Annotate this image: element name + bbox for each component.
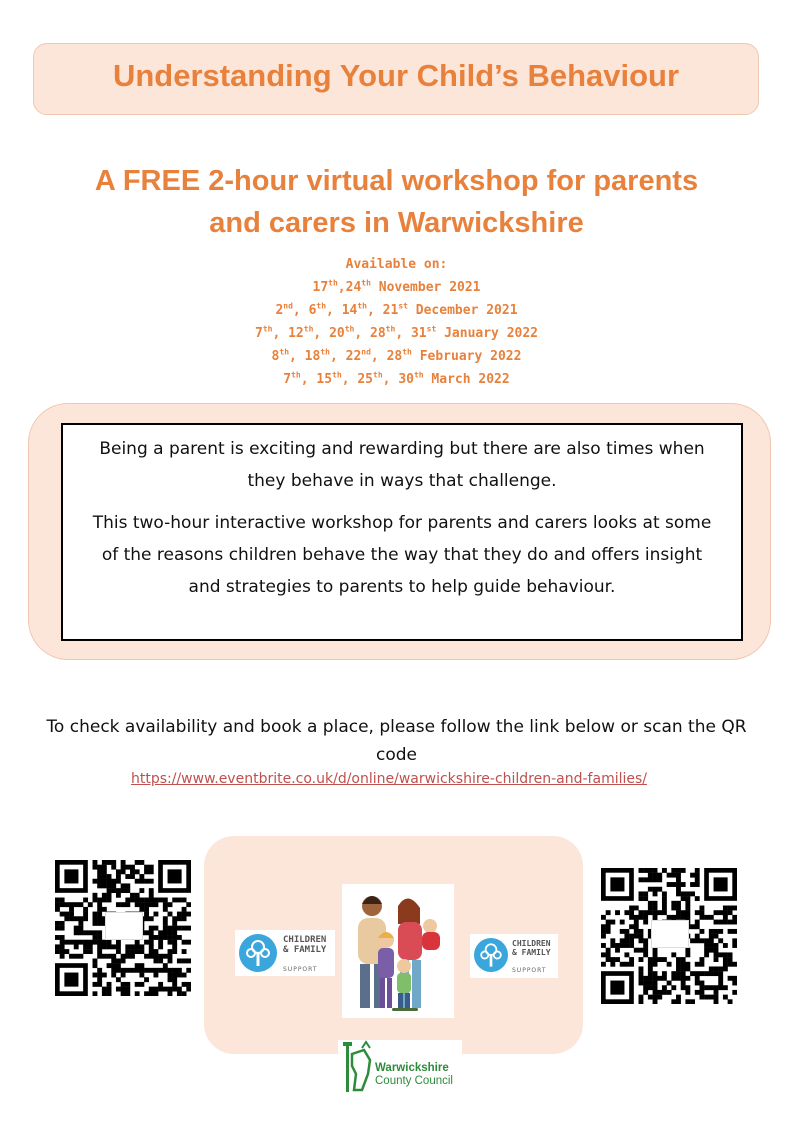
warwickshire-county-council-logo [338,1040,462,1098]
info-paragraph-2: This two-hour interactive workshop for parents and carers looks at some of the reasons children behave the way that they do and offers insight and strategies to parents to help guide behaviour. [92,513,712,597]
tree-icon [239,934,277,972]
logo-line: CHILDREN [512,939,551,948]
dates-january: 7th, 12th, 20th, 28th, 31st January 2022 [254,324,539,341]
logo-line: CHILDREN [283,935,327,945]
logo-text [283,935,326,955]
logo-subtext: SUPPORT [283,966,318,973]
qr-center-logo [105,912,143,940]
eventbrite-link[interactable]: https://www.eventbrite.co.uk/d/online/warwickshire-children-and-families/ [131,771,647,787]
children-family-support-logo [235,930,335,976]
tree-icon [474,938,508,972]
dates-list [0,253,793,391]
logo-text [512,939,551,957]
workshop-subtitle [40,160,753,244]
dates-november: 17th,24th November 2021 [312,278,481,295]
council-name [375,1062,453,1088]
logo-line: & FAMILY [283,945,327,955]
qr-code-right[interactable] [601,868,737,1004]
info-box [61,423,743,641]
children-family-support-logo [470,934,558,978]
dates-february: 8th, 18th, 22nd, 28th February 2022 [271,347,522,364]
title-banner [33,43,759,115]
subtitle-line-1: A FREE 2-hour virtual workshop for parents [94,165,699,197]
subtitle-line-2: and carers in Warwickshire [209,207,584,239]
dates-december: 2nd, 6th, 14th, 21st December 2021 [275,301,518,318]
logo-line: & FAMILY [512,948,551,957]
family-illustration [342,884,454,1018]
page-title: Understanding Your Child’s Behaviour [112,58,680,93]
dates-intro: Available on: [345,257,448,272]
booking-instructions: To check availability and book a place, please follow the link below or scan the QR code [46,717,747,765]
bear-and-staff-icon [340,1040,376,1096]
council-name-line-2: County Council [375,1075,453,1087]
council-name-line-1: Warwickshire [375,1062,449,1074]
info-paragraph-1: Being a parent is exciting and rewarding but there are also times when they behave in ways that challenge. [99,439,705,491]
qr-code-left[interactable] [55,860,191,996]
qr-center-logo [651,920,689,948]
dates-march: 7th, 15th, 25th, 30th March 2022 [283,370,510,387]
logo-subtext: SUPPORT [512,967,547,974]
